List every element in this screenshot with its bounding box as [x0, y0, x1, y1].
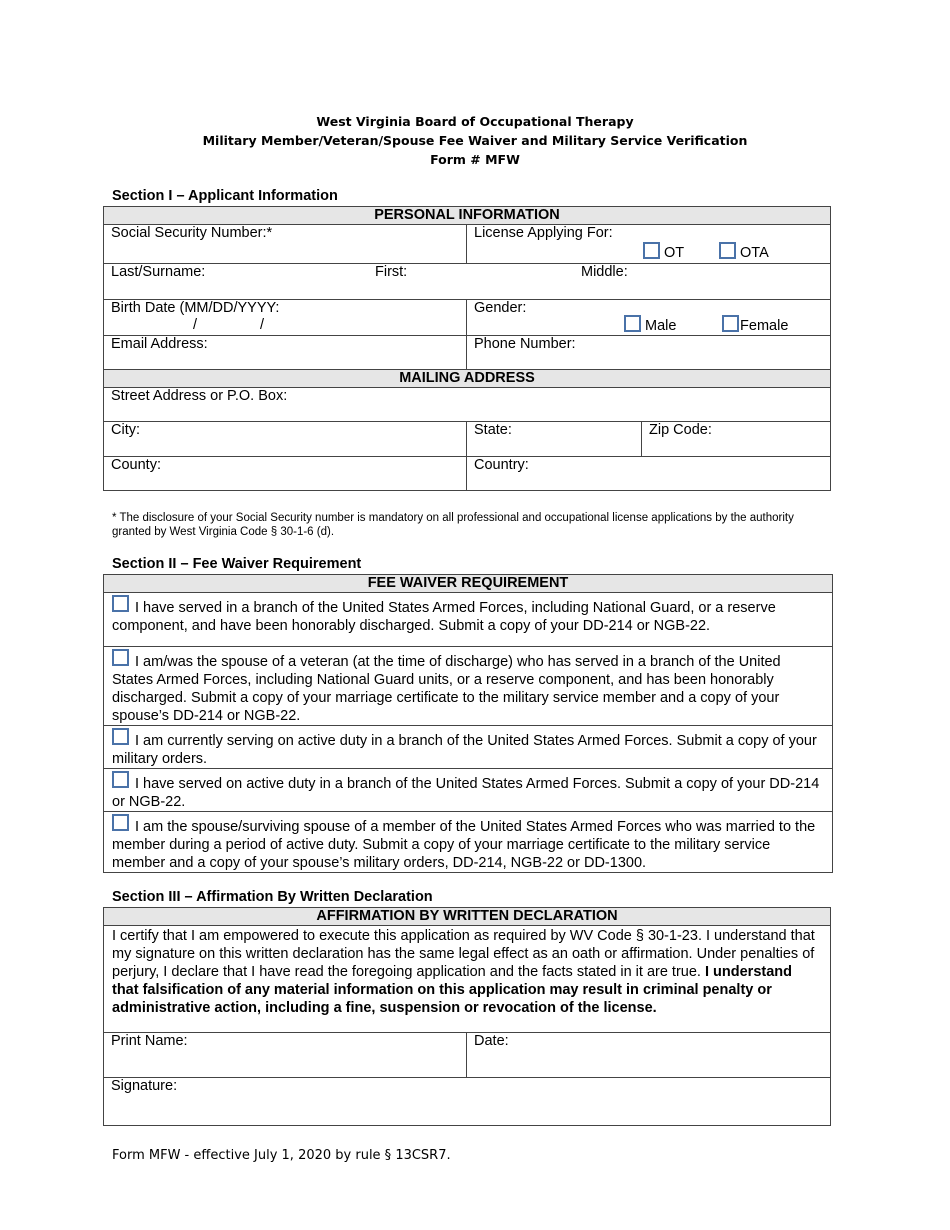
affirmation-warning: I understand that falsification of any material information on this application may result in criminal penalty or administrative action, including a fine, suspension or revocation of the license.: [112, 964, 792, 1016]
date-slash: /: [193, 317, 198, 333]
fee-waiver-header: FEE WAIVER REQUIREMENT: [104, 575, 833, 593]
male-label: Male: [645, 318, 677, 334]
female-label: Female: [740, 318, 789, 334]
ot-label: OT: [664, 245, 685, 261]
waiver-option-active-duty[interactable]: [104, 726, 833, 769]
ota-label: OTA: [740, 245, 769, 261]
email-label: Email Address:: [111, 336, 208, 352]
phone-label: Phone Number:: [474, 336, 576, 352]
form-number: Form # MFW: [430, 152, 520, 167]
print-name-field[interactable]: [104, 1033, 467, 1078]
surviving-spouse-checkbox[interactable]: [112, 814, 129, 831]
board-name: West Virginia Board of Occupational Therapy: [316, 114, 634, 129]
date-field[interactable]: [467, 1033, 831, 1078]
waiver-option-text: I am the spouse/surviving spouse of a member of the United States Armed Forces who was married to the member during a period of active duty. Submit a copy of your marriage certificate to the military service member and a copy of your spouse’s military orders, DD-214, NGB-22 or DD-1300.: [112, 819, 816, 871]
street-label: Street Address or P.O. Box:: [111, 388, 288, 404]
zip-field[interactable]: [642, 422, 831, 457]
name-field[interactable]: [104, 264, 831, 300]
street-field[interactable]: [104, 388, 831, 422]
section3-title: Section III – Affirmation By Written Declaration: [112, 889, 433, 905]
male-checkbox[interactable]: [624, 315, 641, 332]
served-active-duty-checkbox[interactable]: [112, 771, 129, 788]
license-ota-option[interactable]: [719, 242, 769, 261]
gender-field: [467, 300, 831, 336]
waiver-option-veteran-spouse[interactable]: [104, 647, 833, 726]
first-name-label: First:: [375, 264, 408, 280]
gender-label: Gender:: [474, 300, 527, 316]
country-label: Country:: [474, 457, 529, 473]
birth-date-label: Birth Date (MM/DD/YYYY:: [111, 300, 280, 316]
affirmation-header: AFFIRMATION BY WRITTEN DECLARATION: [104, 908, 831, 926]
veteran-checkbox[interactable]: [112, 595, 129, 612]
state-field[interactable]: [467, 422, 642, 457]
ssn-label: Social Security Number:*: [111, 225, 273, 241]
form-header: [0, 112, 950, 169]
gender-male-option[interactable]: [624, 315, 676, 334]
date-label: Date:: [474, 1033, 509, 1049]
personal-info-header: PERSONAL INFORMATION: [104, 207, 831, 225]
veteran-spouse-checkbox[interactable]: [112, 649, 129, 666]
phone-field[interactable]: [467, 336, 831, 370]
waiver-option-served-active-duty[interactable]: [104, 769, 833, 812]
birth-date-field[interactable]: [104, 300, 467, 336]
county-field[interactable]: [104, 457, 467, 491]
waiver-option-veteran[interactable]: [104, 593, 833, 647]
waiver-option-text: I have served on active duty in a branch of the United States Armed Forces. Submit a copy of your DD-214 or NGB-22.: [112, 776, 820, 810]
signature-field[interactable]: [104, 1078, 831, 1126]
active-duty-checkbox[interactable]: [112, 728, 129, 745]
last-name-label: Last/Surname:: [111, 264, 206, 280]
country-field[interactable]: [467, 457, 831, 491]
waiver-option-surviving-spouse[interactable]: [104, 812, 833, 873]
city-field[interactable]: [104, 422, 467, 457]
applicant-info-table: [103, 206, 831, 491]
affirmation-table: [103, 907, 831, 1126]
ot-checkbox[interactable]: [643, 242, 660, 259]
zip-label: Zip Code:: [649, 422, 712, 438]
print-name-label: Print Name:: [111, 1033, 188, 1049]
county-label: County:: [111, 457, 161, 473]
license-field: [467, 225, 831, 264]
section2-title: Section II – Fee Waiver Requirement: [112, 556, 362, 572]
email-field[interactable]: [104, 336, 467, 370]
form-title: Military Member/Veteran/Spouse Fee Waiver and Military Service Verification: [202, 133, 748, 148]
gender-female-option[interactable]: [722, 315, 788, 334]
affirmation-statement: [104, 926, 831, 1033]
waiver-option-text: I have served in a branch of the United States Armed Forces, including National Guard, or a reserve component, and have been honorably discharged. Submit a copy of your DD-214 or NGB-22.: [112, 600, 776, 634]
ssn-field[interactable]: [104, 225, 467, 264]
ssn-disclosure-note: * The disclosure of your Social Security number is mandatory on all professional and occupational license applications by the authority granted by West Virginia Code § 30-1-6 (d).: [112, 512, 794, 538]
middle-name-label: Middle:: [581, 264, 628, 280]
female-checkbox[interactable]: [722, 315, 739, 332]
state-label: State:: [474, 422, 512, 438]
affirmation-text: I certify that I am empowered to execute this application as required by WV Code § 30-1-23. I understand that my signature on this written declaration has the same legal effect as an oath or affirmation. Under penalties of perjury, I declare that I have read the foregoing application and the facts stated in it are true.: [112, 928, 815, 980]
signature-label: Signature:: [111, 1078, 178, 1094]
waiver-option-text: I am/was the spouse of a veteran (at the time of discharge) who has served in a branch of the United States Armed Forces, including National Guard units, or a reserve component, and has been honorably discharged. Submit a copy of your marriage certificate to the military service member and a copy of your spouse’s DD-214 or NGB-22.: [112, 654, 781, 724]
date-slash: /: [260, 317, 265, 333]
license-ot-option[interactable]: [643, 242, 684, 261]
city-label: City:: [111, 422, 140, 438]
waiver-option-text: I am currently serving on active duty in a branch of the United States Armed Forces. Submit a copy of your military orders.: [112, 733, 817, 767]
section1-title: Section I – Applicant Information: [112, 188, 338, 204]
mailing-address-header: MAILING ADDRESS: [104, 370, 831, 388]
form-footer: Form MFW - effective July 1, 2020 by rule § 13CSR7.: [112, 1148, 451, 1163]
fee-waiver-table: [103, 574, 833, 873]
ota-checkbox[interactable]: [719, 242, 736, 259]
license-label: License Applying For:: [474, 225, 613, 241]
